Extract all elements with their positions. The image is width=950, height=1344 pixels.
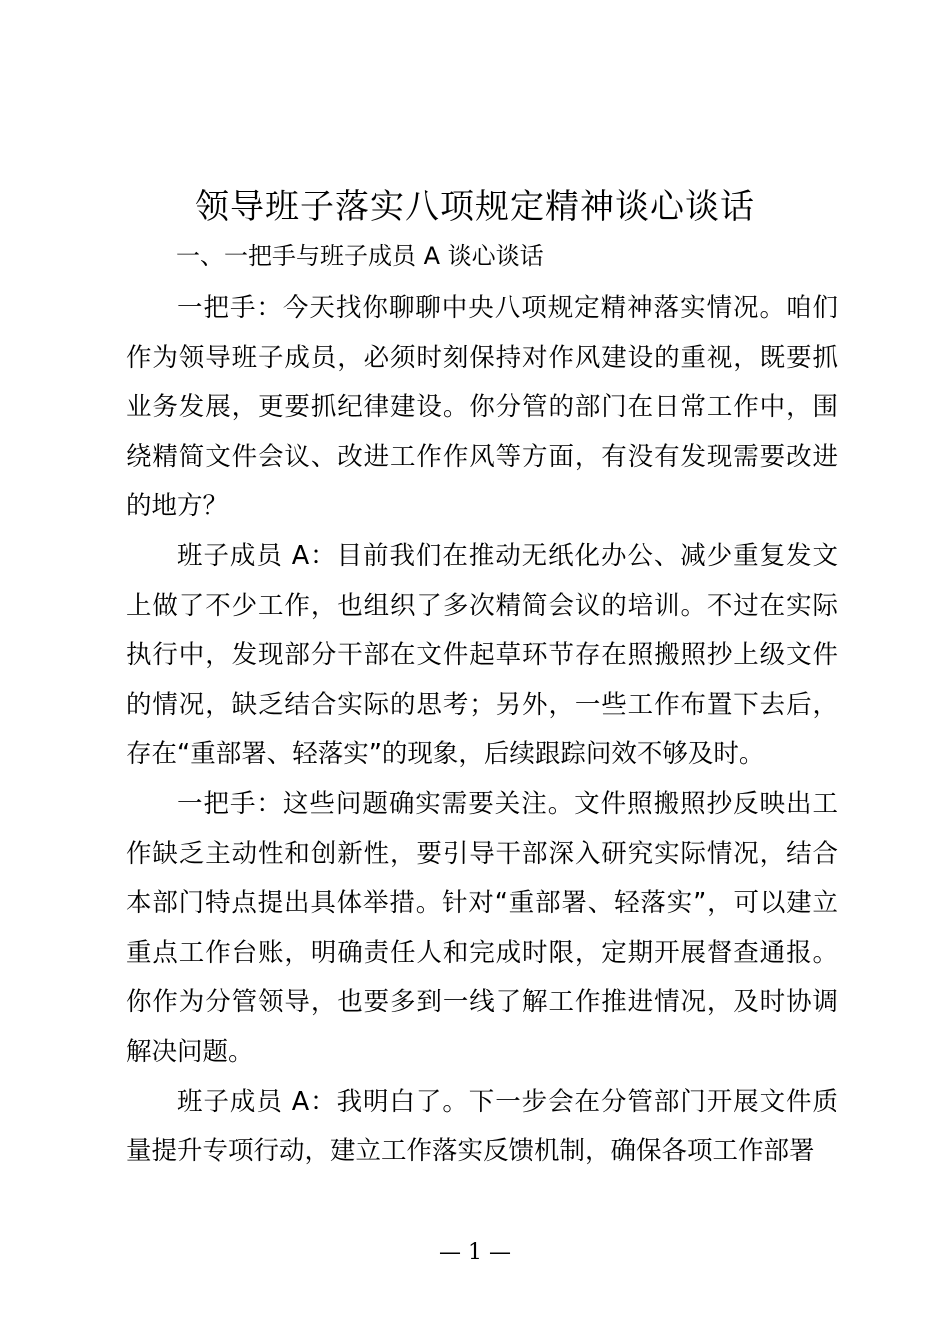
paragraph: 班子成员 A：我明白了。下一步会在分管部门开展文件质量提升专项行动，建立工作落实反馈机制，确保各项工作部署 [126,1086,838,1167]
paragraph: 一把手：今天找你聊聊中央八项规定精神落实情况。咱们作为领导班子成员，必须时刻保持对作风建设的重视，既要抓业务发展，更要抓纪律建设。你分管的部门在日常工作中，围绕精简文件会议、改进工作作风等方面，有没有发现需要改进的地方？ [126,293,838,522]
paragraph: 班子成员 A：目前我们在推动无纸化办公、减少重复发文上做了不少工作，也组织了多次精简会议的培训。不过在实际执行中，发现部分干部在文件起草环节存在照搬照抄上级文件的情况，缺乏结合实际的思考；另外，一些工作布置下去后，存在“重部署、轻落实”的现象，后续跟踪问效不够及时。 [126,540,838,770]
section-heading: 一、一把手与班子成员 A 谈心谈话 [176,242,544,270]
document-title: 领导班子落实八项规定精神谈心谈话 [195,187,755,227]
paragraph: 一把手：这些问题确实需要关注。文件照搬照抄反映出工作缺乏主动性和创新性，要引导干部深入研究实际情况，结合本部门特点提出具体举措。针对“重部署、轻落实”，可以建立重点工作台账，明确责任人和完成时限，定期开展督查通报。你作为分管领导，也要多到一线了解工作推进情况，及时协调解决问题。 [126,788,838,1067]
page-number: — 1 — [439,1240,511,1265]
document-body [126,284,838,1177]
